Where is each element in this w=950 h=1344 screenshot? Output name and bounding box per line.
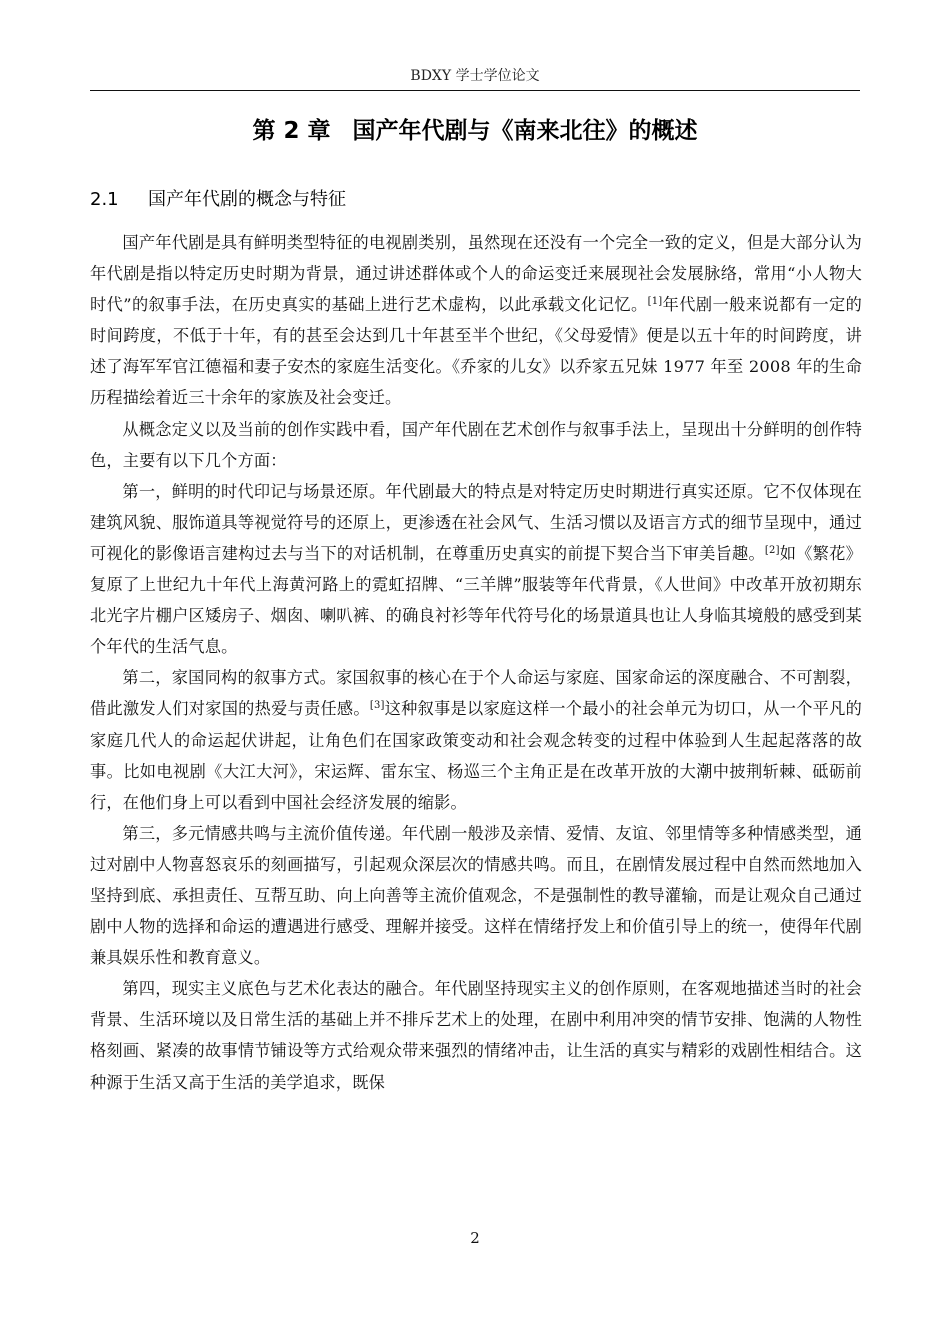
paragraph-features-intro [90, 414, 862, 476]
paragraph-text: 年代剧一般来说都有一定的时间跨度，不低于十年，有的甚至会达到几十年甚至半个世纪，《父母爱情》便是以五十年的时间跨度，讲述了海军军官江德福和妻子安杰的家庭生活变化。《乔家的儿女》以乔家五兄妹 1977 年至 2008 年的生命历程描绘着近三十余年的家族及社会变迁。 [90, 295, 862, 408]
paragraph-text: 第二，家国同构的叙事方式。家国叙事的核心在于个人命运与家庭、国家命运的深度融合、不可割裂，借此激发人们对家国的热爱与责任感。 [90, 668, 862, 719]
paragraph-text: 这种叙事是以家庭这样一个最小的社会单元为切口，从一个平凡的家庭几代人的命运起伏讲起，让角色们在国家政策变动和社会观念转变的过程中体验到人生起起落落的故事。比如电视剧《大江大河》，宋运辉、雷东宝、杨巡三个主角正是在改革开放的大潮中披荆斩棘、砥砺前行，在他们身上可以看到中国社会经济发展的缩影。 [90, 699, 862, 812]
paragraph-feature-2 [90, 662, 862, 817]
paragraph-text: 如《繁花》复原了上世纪九十年代上海黄河路上的霓虹招牌、“三羊牌”服装等年代背景，《人世间》中改革开放初期东北光字片棚户区矮房子、烟囱、喇叭裤、的确良衬衫等年代符号化的场景道具也让人身临其境般的感受到某个年代的生活气息。 [90, 543, 862, 657]
section-number: 2.1 [90, 189, 119, 210]
paragraph-text: 第一，鲜明的时代印记与场景还原。年代剧最大的特点是对特定历史时期进行真实还原。它不仅体现在建筑风貌、服饰道具等视觉符号的还原上，更渗透在社会风气、生活习惯以及语言方式的细节呈现中，通过可视化的影像语言建构过去与当下的对话机制，在尊重历史真实的前提下契合当下审美旨趣。 [90, 481, 862, 563]
paragraph-feature-4 [90, 973, 862, 1097]
paragraph-feature-3 [90, 818, 862, 973]
chapter-number: 第 2 章 [252, 118, 331, 144]
citation-ref-3[interactable]: [3] [369, 700, 385, 712]
paragraph-text: 第三，多元情感共鸣与主流价值传递。年代剧一般涉及亲情、爱情、友谊、邻里情等多种情感类型，通过对剧中人物喜怒哀乐的刻画描写，引起观众深层次的情感共鸣。而且，在剧情发展过程中自然而然地加入坚持到底、承担责任、互帮互助、向上向善等主流价值观念，不是强制性的教导灌输，而是让观众自己通过剧中人物的选择和命运的遭遇进行感受、理解并接受。这样在情绪抒发上和价值引导上的统一，使得年代剧兼具娱乐性和教育意义。 [90, 823, 862, 968]
chapter-name: 国产年代剧与《南来北往》的概述 [352, 118, 698, 144]
paragraph-feature-1 [90, 476, 862, 663]
paragraph-definition [90, 227, 862, 414]
section-name: 国产年代剧的概念与特征 [148, 189, 346, 210]
header-rule [90, 90, 860, 91]
paragraph-text: 第四，现实主义底色与艺术化表达的融合。年代剧坚持现实主义的创作原则，在客观地描述当时的社会背景、生活环境以及日常生活的基础上并不排斥艺术上的处理，在剧中利用冲突的情节安排、饱满的人物性格刻画、紧凑的故事情节铺设等方式给观众带来强烈的情绪冲击，让生活的真实与精彩的戏剧性相结合。这种源于生活又高于生活的美学追求，既保 [90, 979, 862, 1092]
page-number: 2 [470, 1229, 480, 1247]
citation-ref-1[interactable]: [1] [647, 296, 663, 308]
citation-ref-2[interactable]: [2] [764, 544, 780, 556]
paragraph-text: 从概念定义以及当前的创作实践中看，国产年代剧在艺术创作与叙事手法上，呈现出十分鲜明的创作特色，主要有以下几个方面： [90, 419, 862, 470]
paragraph-text: 国产年代剧是具有鲜明类型特征的电视剧类别，虽然现在还没有一个完全一致的定义，但是大部分认为年代剧是指以特定历史时期为背景，通过讲述群体或个人的命运变迁来展现社会发展脉络，常用“小人物大时代”的叙事手法，在历史真实的基础上进行艺术虚构，以此承载文化记忆。 [90, 233, 862, 315]
body-text [90, 227, 862, 1098]
chapter-title [90, 114, 860, 148]
section-heading [90, 185, 860, 215]
running-header: BDXY 学士学位论文 [410, 68, 540, 84]
